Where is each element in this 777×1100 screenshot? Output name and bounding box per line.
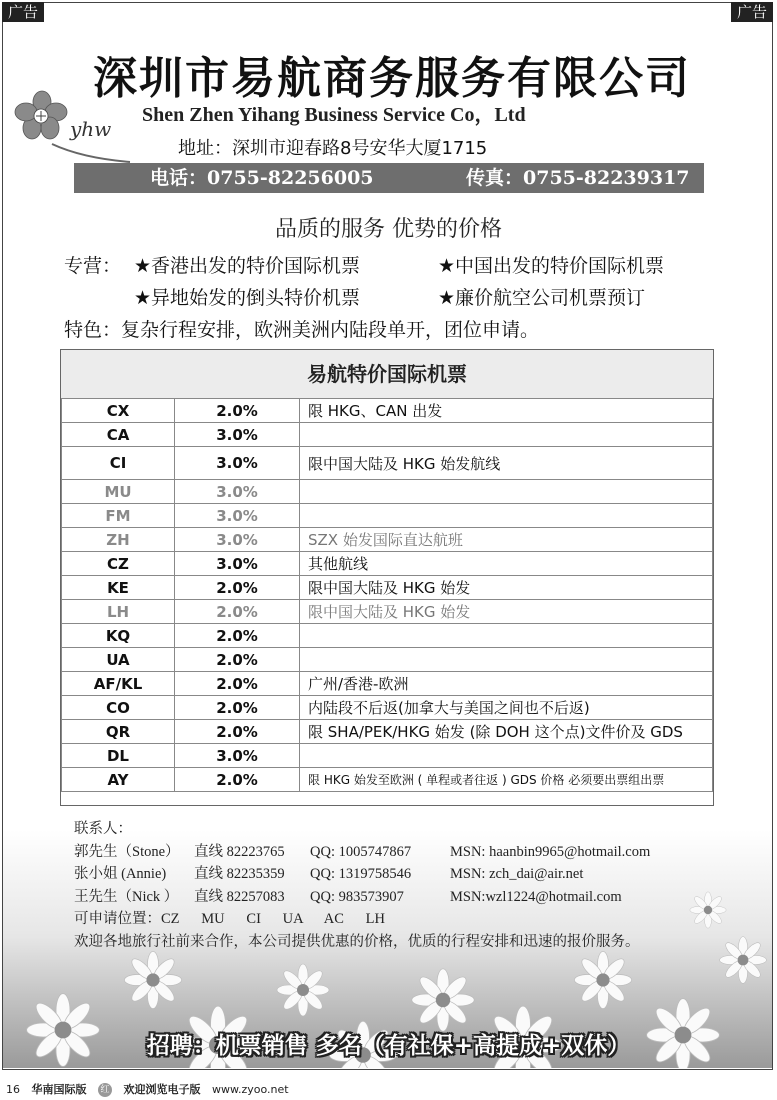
- airline-code: ZH: [62, 528, 175, 552]
- commission-rate: 2.0%: [175, 672, 300, 696]
- table-row: [62, 744, 713, 768]
- services-label: 专营：: [64, 255, 122, 277]
- airline-code: KQ: [62, 624, 175, 648]
- company-logo: [12, 88, 132, 166]
- airline-code: KE: [62, 576, 175, 600]
- fax-number: 传真：0755-82239317: [466, 167, 690, 189]
- footer-url[interactable]: www.zyoo.net: [212, 1083, 289, 1096]
- airline-code: QR: [62, 720, 175, 744]
- contact-line: 直线 82235359: [194, 866, 285, 882]
- daisy-icon: [720, 937, 767, 984]
- airline-code: CA: [62, 423, 175, 447]
- service-item: ★异地始发的倒头特价机票: [134, 287, 361, 309]
- airline-code: CZ: [62, 552, 175, 576]
- rate-note: 其他航线: [300, 552, 713, 576]
- table-row: [62, 576, 713, 600]
- footer-welcome: 欢迎浏览电子版: [123, 1083, 201, 1096]
- table-row: [62, 528, 713, 552]
- commission-rate: 2.0%: [175, 696, 300, 720]
- daisy-icon: [124, 951, 181, 1008]
- logo-text: yhw: [70, 117, 112, 141]
- contact-msn: MSN: zch_dai@air.net: [450, 866, 584, 882]
- airline-code: AF/KL: [62, 672, 175, 696]
- page-number: 16: [6, 1083, 20, 1096]
- daisy-icon: [412, 969, 474, 1031]
- commission-rate: 2.0%: [175, 768, 300, 792]
- rate-note: 广州/香港-欧洲: [300, 672, 713, 696]
- rate-note: [300, 744, 713, 768]
- airline-code: LH: [62, 600, 175, 624]
- rate-note: [300, 504, 713, 528]
- commission-rate: 3.0%: [175, 423, 300, 447]
- commission-rate: 2.0%: [175, 399, 300, 423]
- ad-label-left: 广告: [2, 2, 44, 22]
- airline-code: CO: [62, 696, 175, 720]
- service-item: ★中国出发的特价国际机票: [438, 255, 665, 277]
- rate-note: 限中国大陆及 HKG 始发: [300, 576, 713, 600]
- commission-rate: 2.0%: [175, 600, 300, 624]
- company-address: 地址：深圳市迎春路8号安华大厦1715: [178, 138, 488, 159]
- ad-label-right: 广告: [731, 2, 773, 22]
- table-row: [62, 696, 713, 720]
- rate-note: [300, 624, 713, 648]
- table-row: [62, 600, 713, 624]
- contact-qq: QQ: 983573907: [310, 888, 404, 905]
- airline-code: FM: [62, 504, 175, 528]
- contact-name: 张小姐 (Annie): [74, 866, 167, 882]
- daisy-icon: [277, 964, 329, 1016]
- rate-note: [300, 423, 713, 447]
- contact-qq: QQ: 1319758546: [310, 866, 412, 882]
- contact-name: 郭先生（Stone）: [74, 843, 180, 860]
- rate-note: [300, 648, 713, 672]
- airline-code: MU: [62, 480, 175, 504]
- table-row: [62, 648, 713, 672]
- airline-code: AY: [62, 768, 175, 792]
- contact-line: 直线 82223765: [194, 843, 285, 860]
- service-item: ★廉价航空公司机票预订: [438, 287, 646, 309]
- airline-code: CX: [62, 399, 175, 423]
- page-footer: [6, 1081, 297, 1097]
- edition-name: 华南国际版: [31, 1083, 87, 1096]
- commission-rate: 3.0%: [175, 552, 300, 576]
- table-row: [62, 504, 713, 528]
- rate-note: 限中国大陆及 HKG 始发: [300, 600, 713, 624]
- contact-msn: MSN:wzl1224@hotmail.com: [450, 888, 622, 905]
- commission-rate: 2.0%: [175, 648, 300, 672]
- daisy-icon: [574, 951, 631, 1008]
- rate-note: 限 HKG、CAN 出发: [300, 399, 713, 423]
- edition-badge: 红: [98, 1083, 112, 1097]
- contact-line: 直线 82257083: [194, 888, 285, 905]
- table-row: [62, 552, 713, 576]
- daisy-icon: [690, 892, 726, 928]
- table-row: [62, 720, 713, 744]
- commission-rate: 3.0%: [175, 447, 300, 480]
- contact-bar: [74, 163, 704, 193]
- table-row: [62, 672, 713, 696]
- contact-qq: QQ: 1005747867: [310, 843, 412, 860]
- rate-note: 限中国大陆及 HKG 始发航线: [300, 447, 713, 480]
- services-feature: 特色：复杂行程安排，欧洲美洲内陆段单开，团位申请。: [64, 319, 540, 341]
- airline-code: DL: [62, 744, 175, 768]
- table-row: [62, 624, 713, 648]
- table-row: [62, 447, 713, 480]
- rate-note: 限 SHA/PEK/HKG 始发 (除 DOH 这个点)文件价及 GDS: [300, 720, 713, 744]
- company-name-cn: 深圳市易航商务服务有限公司: [93, 53, 691, 104]
- rate-note: SZX 始发国际直达航班: [300, 528, 713, 552]
- airline-code: CI: [62, 447, 175, 480]
- contact-msn: MSN: haanbin9965@hotmail.com: [450, 843, 651, 860]
- contact-name: 王先生（Nick ）: [74, 888, 179, 905]
- commission-rate: 2.0%: [175, 576, 300, 600]
- table-row: [62, 399, 713, 423]
- commission-rate: 2.0%: [175, 720, 300, 744]
- airline-code: UA: [62, 648, 175, 672]
- rate-note: 限 HKG 始发至欧洲 ( 单程或者往返 ) GDS 价格 必须要出票组出票: [300, 768, 713, 792]
- rates-table-panel: [60, 349, 714, 806]
- recruitment-banner: 招聘：机票销售 多名（有社保+高提成+双休）: [146, 1033, 631, 1059]
- commission-rate: 2.0%: [175, 624, 300, 648]
- rate-note: 内陆段不后返(加拿大与美国之间也不后返): [300, 696, 713, 720]
- rate-note: [300, 480, 713, 504]
- phone-number: 电话：0755-82256005: [150, 167, 374, 189]
- service-item: ★香港出发的特价国际机票: [134, 255, 361, 277]
- table-row: [62, 768, 713, 792]
- commission-rate: 3.0%: [175, 504, 300, 528]
- flower-icon: [15, 91, 67, 139]
- rates-table: [61, 398, 713, 792]
- table-row: [62, 423, 713, 447]
- rates-table-title: 易航特价国际机票: [61, 350, 713, 399]
- company-name-en: Shen Zhen Yihang Business Service Co，Ltd: [142, 104, 526, 126]
- table-row: [62, 480, 713, 504]
- commission-rate: 3.0%: [175, 744, 300, 768]
- commission-rate: 3.0%: [175, 480, 300, 504]
- commission-rate: 3.0%: [175, 528, 300, 552]
- slogan: 品质的服务 优势的价格: [275, 217, 502, 242]
